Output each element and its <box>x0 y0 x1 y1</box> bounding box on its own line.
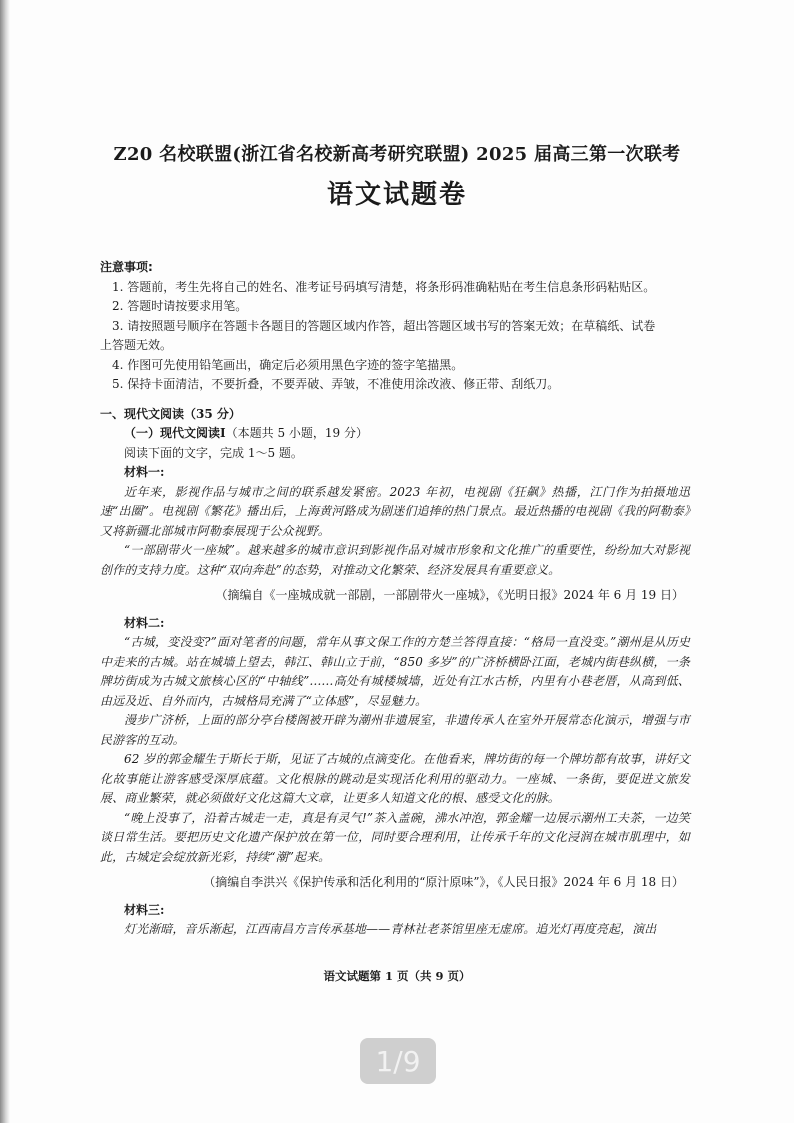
notice-item-1: 1. 答题前，考生先将自己的姓名、准考证号码填写清楚，将条形码准确粘贴在考生信息条形码粘贴区。 <box>112 279 656 294</box>
material-1-paragraph: “一部剧带火一座城”。越来越多的城市意识到影视作品对城市形象和文化推广的重要性，纷纷加大对影视创作的支持力度。这种“双向奔赴”的态势，对推动文化繁荣、经济发展具有重要意义。 <box>100 543 690 577</box>
page-binding-edge <box>0 0 10 1123</box>
reading-instruction: 阅读下面的文字，完成 1～5 题。 <box>124 445 303 460</box>
material-3-paragraph: 灯光渐暗，音乐渐起，江西南昌方言传承基地——青林社老茶馆里座无虚席。追光灯再度亮起，演出 <box>124 922 657 936</box>
material-2-paragraph: “古城，变没变?”面对笔者的问题，常年从事文保工作的方楚兰答得直接：“格局一直没变。”潮州是从历史中走来的古城。站在城墙上望去，韩江、韩山立于前，“850 多岁”的广济桥横卧江面，老城内街巷纵横，一条牌坊街成为古城文旅核心区的“中轴线”……高处有城楼城墙，近处有江水古桥，内里有小巷老厝，从高到低、由远及近、自外而内，古城格局充满了“立体感”，尽显魅力。 <box>100 635 690 708</box>
material-1-heading: 材料一: <box>124 465 165 479</box>
material-2-heading: 材料二: <box>124 615 165 630</box>
material-1-source: （摘编自《一座城成就一部剧，一部剧带火一座城》，《光明日报》2024 年 6 月 19 日） <box>215 588 684 602</box>
subsection-title: （一）现代文阅读Ⅰ <box>124 426 226 440</box>
notice-item-5: 5. 保持卡面清洁，不要折叠，不要弄破、弄皱，不准使用涂改液、修正带、刮纸刀。 <box>112 377 560 391</box>
material-3-heading: 材料三: <box>124 902 165 917</box>
material-1-paragraph: 近年来，影视作品与城市之间的联系越发紧密。2023 年初，电视剧《狂飙》热播，江门作为拍摄地迅速“出圈”。电视剧《繁花》播出后，上海黄河路成为剧迷们追捧的热门景点。最近热播的电视剧《我的阿勒泰》又将新疆北部城市阿勒泰展现于公众视野。 <box>100 484 690 538</box>
exam-title: Z20 名校联盟(浙江省名校新高考研究联盟) 2025 届高三第一次联考 <box>113 144 681 165</box>
notice-item-3: 3. 请按照题号顺序在答题卡各题目的答题区域内作答，超出答题区域书写的答案无效；在草稿纸、试卷 <box>112 318 656 333</box>
material-2-paragraph: 62 岁的郭金耀生于斯长于斯，见证了古城的点滴变化。在他看来，牌坊街的每一个牌坊都有故事，讲好文化故事能让游客感受深厚底蕴。文化根脉的跳动是实现活化利用的驱动力。一座城、一条街，要促进文旅发展、商业繁荣，就必须做好文化这篇大文章，让更多人知道文化的根、感受文化的脉。 <box>100 752 690 805</box>
notice-item-4: 4. 作图可先使用铅笔画出，确定后必须用黑色字迹的签字笔描黑。 <box>112 357 464 372</box>
subsection-note: （本题共 5 小题，19 分） <box>225 426 368 440</box>
page-footer: 语文试题第 1 页（共 9 页） <box>323 969 471 983</box>
document-body <box>100 258 690 940</box>
material-2-source: （摘编自李洪兴《保护传承和活化利用的“原汁原味”》，《人民日报》2024 年 6 月 18 日） <box>203 875 684 889</box>
notice-item-2: 2. 答题时请按要求用笔。 <box>112 299 248 313</box>
material-2-paragraph: “晚上没事了，沿着古城走一走，真是有灵气!”茶入盖碗，沸水冲泡，郭金耀一边展示潮州工夫茶，一边笑谈日常生活。要把历史文化遗产保护放在第一位，同时要合理利用，让传承千年的文化浸润在城市肌理中，如此，古城定会绽放新光彩，持续“潮”起来。 <box>100 810 690 864</box>
page-indicator[interactable]: 1/9 <box>360 1038 436 1084</box>
notice-heading: 注意事项: <box>100 260 153 274</box>
exam-subtitle: 语文试题卷 <box>326 180 467 210</box>
notice-item-3-continued: 上答题无效。 <box>100 338 173 352</box>
material-2-paragraph: 漫步广济桥，上面的部分亭台楼阁被开辟为潮州非遗展室，非遗传承人在室外开展常态化演示，增强与市民游客的互动。 <box>100 713 690 747</box>
subsection-heading <box>100 424 690 444</box>
section-heading: 一、现代文阅读（35 分） <box>100 406 241 421</box>
